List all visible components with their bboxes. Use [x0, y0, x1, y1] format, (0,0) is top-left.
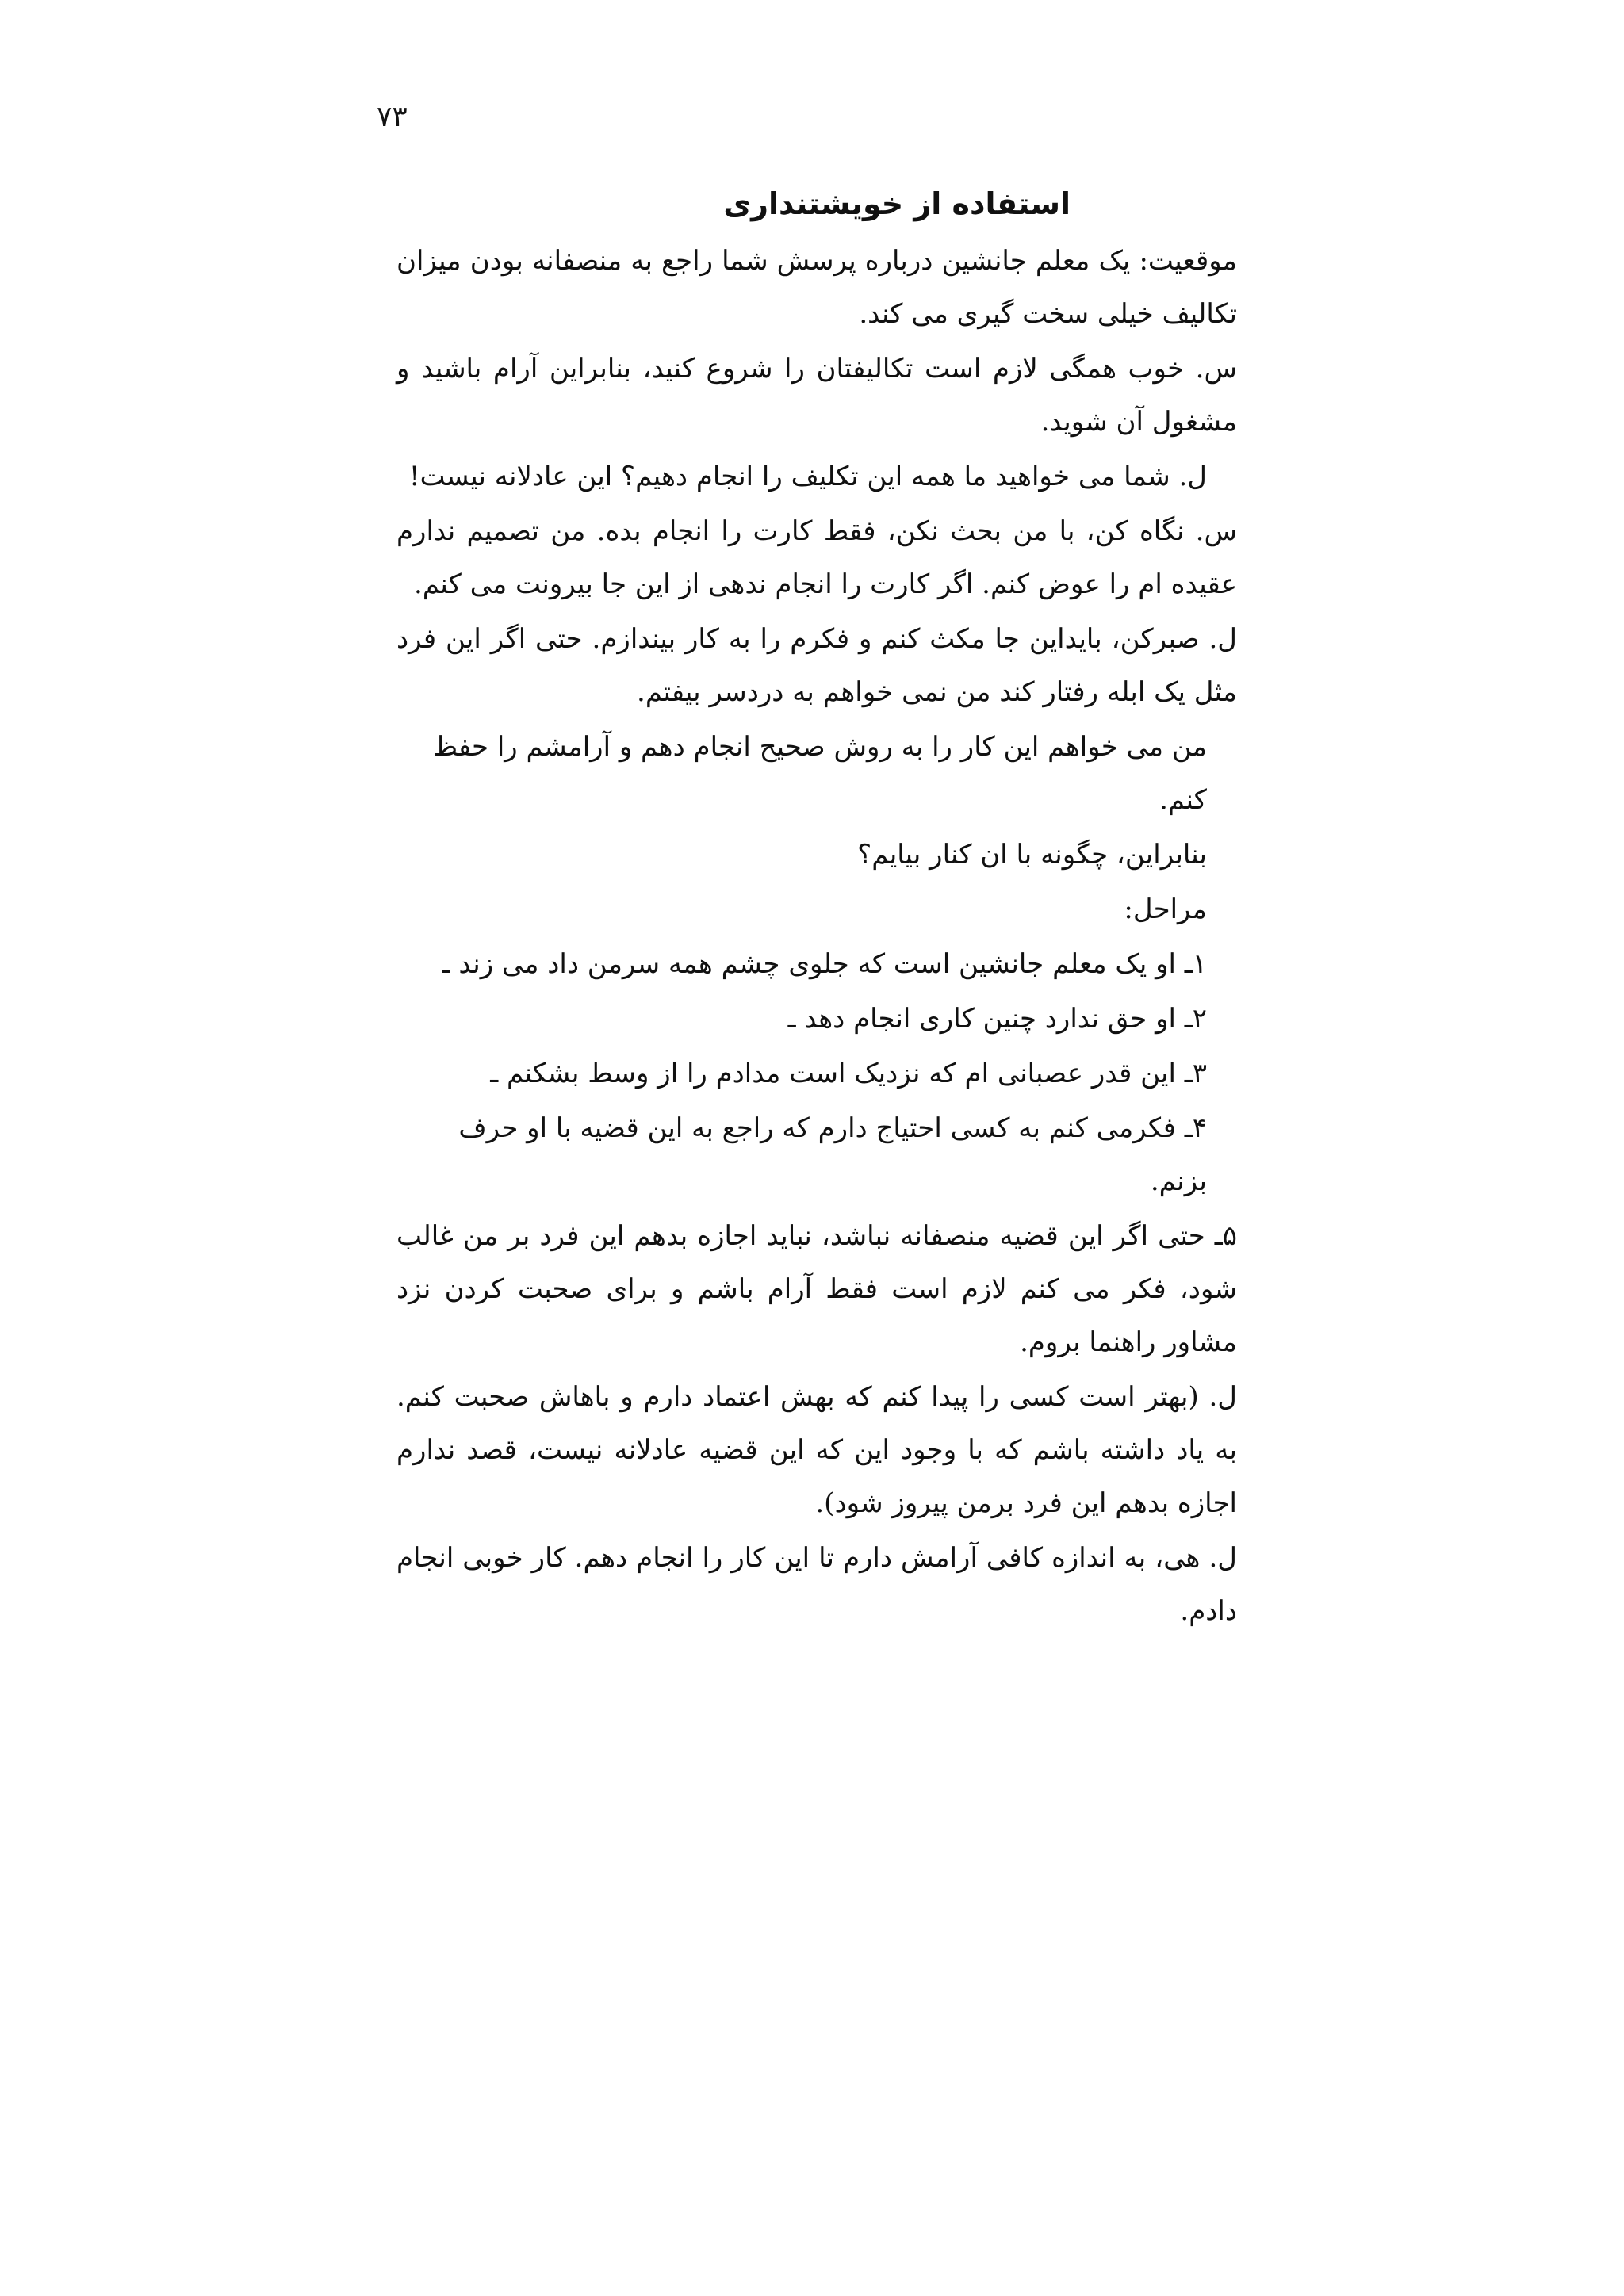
- student-line-2: ل. صبرکن، بایداین جا مکث کنم و فکرم را به کار بیندازم. حتی اگر این فرد مثل یک ابله رفتار کند من نمی خواهم به دردسر بیفتم.: [396, 623, 1237, 708]
- step-item: ۲ـ او حق ندارد چنین کاری انجام دهد ـ: [787, 1003, 1207, 1035]
- student-conclusion: ل. هی، به اندازه کافی آرامش دارم تا این کار را انجام دهم. کار خوبی انجام دادم.: [396, 1542, 1237, 1627]
- situation-paragraph: موقعیت: یک معلم جانشین درباره پرسش شما راجع به منصفانه بودن میزان تکالیف خیلی سخت گیری می کند.: [396, 245, 1237, 330]
- page-number: ۷۳: [377, 101, 408, 133]
- question-line: بنابراین، چگونه با ان کنار بیایم؟: [857, 839, 1207, 871]
- step-item: ۳ـ این قدر عصبانی ام که نزدیک است مدادم را از وسط بشکنم ـ: [490, 1058, 1207, 1089]
- teacher-line-1: س. خوب همگی لازم است تکالیفتان را شروع کنید، بنابراین آرام باشید و مشغول آن شوید.: [396, 353, 1237, 438]
- steps-heading: مراحل:: [1124, 894, 1207, 925]
- step-item: ۴ـ فکرمی کنم به کسی احتیاج دارم که راجع به این قضیه با او حرف بزنم.: [458, 1112, 1207, 1197]
- teacher-line-2: س. نگاه کن، با من بحث نکن، فقط کارت را انجام بده. من تصمیم ندارم عقیده ام را عوض کنم. اگر کارت را انجام ندهی از این جا بیرونت می کنم.: [396, 515, 1237, 600]
- step-item: ۵ـ حتی اگر این قضیه منصفانه نباشد، نباید اجازه بدهم این فرد بر من غالب شود، فکر می کنم لازم است فقط آرام باشم و برای صحبت کردن نزد مشاور راهنما بروم.: [396, 1220, 1237, 1358]
- section-title: استفاده از خویشتنداری: [723, 186, 1071, 221]
- step-item: ۱ـ او یک معلم جانشین است که جلوی چشم همه سرمن داد می زند ـ: [442, 948, 1207, 980]
- page-content: [396, 179, 1237, 1640]
- student-line-1: ل. شما می خواهید ما همه این تکلیف را انجام دهیم؟ این عادلانه نیست!: [408, 461, 1207, 492]
- student-reflection: ل. (بهتر است کسی را پیدا کنم که بهش اعتماد دارم و باهاش صحبت کنم. به یاد داشته باشم که با وجود این که این قضیه عادلانه نیست، قصد ندارم اجازه بدهم این فرد برمن پیروز شود).: [396, 1381, 1237, 1519]
- thought-line: من می خواهم این کار را به روش صحیح انجام دهم و آرامشم را حفظ کنم.: [432, 731, 1207, 816]
